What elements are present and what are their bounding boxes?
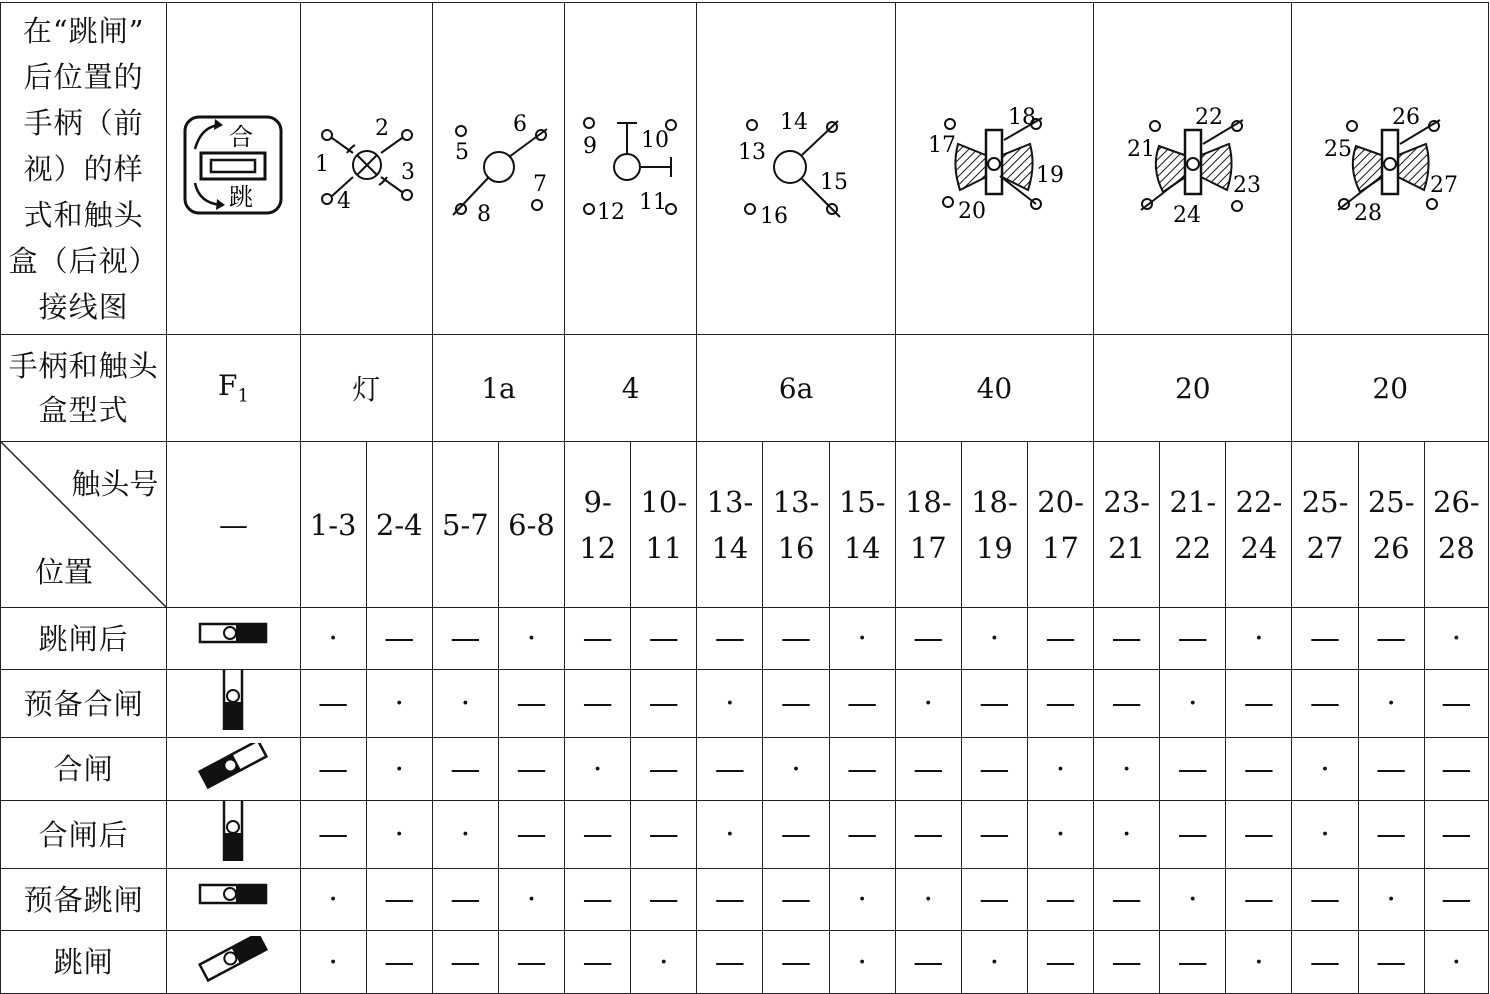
contact-open-mark: — bbox=[432, 869, 498, 931]
contact-open-mark: — bbox=[1292, 608, 1358, 670]
handle-front-view bbox=[167, 3, 300, 335]
contact-open-mark: — bbox=[829, 670, 895, 738]
contact-number-line: 18- bbox=[904, 484, 952, 519]
contact-number-line: 28 bbox=[1437, 530, 1475, 565]
contact-open-mark: — bbox=[961, 869, 1027, 931]
contact-open-mark: — bbox=[1424, 738, 1488, 801]
contact-diagram bbox=[301, 105, 433, 225]
contact-open-mark: — bbox=[300, 670, 366, 738]
handle-diag-up-icon bbox=[196, 743, 270, 789]
contact-closed-mark: · bbox=[366, 801, 432, 869]
contact-closed-mark: · bbox=[1027, 801, 1093, 869]
contact-number-line: 15- bbox=[838, 484, 886, 519]
diagram-6a bbox=[697, 3, 895, 335]
contact-open-mark: — bbox=[498, 670, 564, 738]
contact-number-line: 26 bbox=[1372, 530, 1410, 565]
position-row bbox=[1, 738, 1489, 801]
position-name: 预备合闸 bbox=[1, 670, 167, 738]
contact-open-mark: — bbox=[631, 869, 697, 931]
contact-number-line: 18- bbox=[971, 484, 1018, 519]
handle-label-close: 合 bbox=[229, 123, 254, 151]
type-header-line: 盒型式 bbox=[38, 393, 129, 427]
contact-number bbox=[1424, 442, 1488, 608]
terminal-label: 22 bbox=[1194, 105, 1223, 130]
position-name: 合闸 bbox=[1, 738, 167, 801]
contact-number-line: 14 bbox=[711, 530, 749, 565]
contact-number-line: 25- bbox=[1367, 484, 1415, 519]
contact-open-mark: — bbox=[498, 738, 564, 801]
contact-number-line: 23- bbox=[1103, 484, 1151, 519]
contact-closed-mark: · bbox=[763, 738, 829, 801]
contact-open-mark: — bbox=[565, 801, 631, 869]
diagram-lamp bbox=[300, 3, 432, 335]
contact-number-line: 17 bbox=[1042, 530, 1079, 565]
contact-closed-mark: · bbox=[366, 738, 432, 801]
diagram-40 bbox=[895, 3, 1093, 335]
contact-open-mark: — bbox=[895, 801, 961, 869]
contact-open-mark: — bbox=[895, 608, 961, 670]
position-row bbox=[1, 801, 1489, 869]
position-label: 位置 bbox=[35, 555, 94, 589]
contact-number-line: 27 bbox=[1306, 530, 1344, 565]
contact-open-mark: — bbox=[498, 931, 564, 994]
contact-open-mark: — bbox=[697, 608, 763, 670]
contact-closed-mark: · bbox=[829, 869, 895, 931]
type-f1-sub: 1 bbox=[237, 385, 249, 407]
contact-open-mark: — bbox=[1358, 738, 1424, 801]
contact-open-mark: — bbox=[1027, 931, 1093, 994]
contact-closed-mark: · bbox=[697, 801, 763, 869]
contact-open-mark: — bbox=[961, 801, 1027, 869]
contact-open-mark: — bbox=[432, 608, 498, 670]
contact-number-line: 22- bbox=[1235, 484, 1283, 519]
position-row bbox=[1, 608, 1489, 670]
contact-number-line: 25- bbox=[1301, 484, 1349, 519]
contact-closed-mark: · bbox=[631, 931, 697, 994]
diagram-4 bbox=[565, 3, 697, 335]
contact-number-line: 16 bbox=[777, 530, 815, 565]
contact-number-line: 6-8 bbox=[508, 507, 555, 542]
header-line: 式和触头 bbox=[23, 197, 144, 232]
contact-closed-mark: · bbox=[1094, 801, 1160, 869]
terminal-label: 13 bbox=[738, 140, 767, 165]
contact-number bbox=[498, 442, 564, 608]
handle-position bbox=[167, 608, 300, 670]
contact-diagram bbox=[1320, 100, 1460, 230]
contact-open-mark: — bbox=[1226, 801, 1292, 869]
contact-number-line: 11 bbox=[645, 530, 683, 565]
terminal-label: 28 bbox=[1354, 201, 1383, 226]
contact-number-line: 12 bbox=[579, 530, 617, 565]
contact-open-mark: — bbox=[1094, 869, 1160, 931]
contact-closed-mark: · bbox=[961, 931, 1027, 994]
contact-number-line: 10- bbox=[640, 484, 688, 519]
header-line: 在“跳闸” bbox=[22, 13, 145, 48]
contact-number bbox=[432, 442, 498, 608]
contact-open-mark: — bbox=[763, 931, 829, 994]
contact-closed-mark: · bbox=[300, 869, 366, 931]
contact-closed-mark: · bbox=[498, 869, 564, 931]
handle-position bbox=[167, 738, 300, 801]
terminal-label: 15 bbox=[820, 170, 849, 195]
contact-closed-mark: · bbox=[1424, 931, 1488, 994]
contact-closed-mark: · bbox=[1358, 670, 1424, 738]
type-header-line: 手柄和触头 bbox=[8, 349, 159, 383]
header-line: 盒（后视） bbox=[8, 243, 159, 278]
contact-number-line: 2-4 bbox=[375, 507, 423, 542]
type-cell: 20 bbox=[1094, 335, 1292, 442]
contact-number-line: 21- bbox=[1169, 484, 1217, 519]
diagram-row-header bbox=[1, 3, 167, 335]
contact-number-line: 13- bbox=[772, 484, 820, 519]
contact-open-mark: — bbox=[1424, 670, 1488, 738]
type-cell: 1a bbox=[432, 335, 564, 442]
position-name: 跳闸 bbox=[1, 931, 167, 994]
type-cell: 40 bbox=[895, 335, 1093, 442]
contact-open-mark: — bbox=[1094, 608, 1160, 670]
contact-open-mark: — bbox=[1358, 608, 1424, 670]
handle-horizontal-icon bbox=[196, 873, 270, 919]
contact-closed-mark: · bbox=[1160, 869, 1226, 931]
contact-number-line: 17 bbox=[909, 530, 947, 565]
contact-diagram bbox=[924, 100, 1064, 230]
terminal-label: 4 bbox=[336, 189, 351, 214]
contact-open-mark: — bbox=[565, 931, 631, 994]
switch-contact-table bbox=[0, 2, 1489, 994]
contact-closed-mark: · bbox=[895, 670, 961, 738]
contact-open-mark: — bbox=[1292, 670, 1358, 738]
contact-number-line: 13- bbox=[706, 484, 754, 519]
contact-number bbox=[961, 442, 1027, 608]
position-name: 预备跳闸 bbox=[1, 869, 167, 931]
contact-closed-mark: · bbox=[1226, 931, 1292, 994]
contact-number-line: 24 bbox=[1240, 530, 1278, 565]
contact-number bbox=[697, 442, 763, 608]
contact-number bbox=[895, 442, 961, 608]
contact-closed-mark: · bbox=[565, 738, 631, 801]
contact-open-mark: — bbox=[366, 869, 432, 931]
contact-closed-mark: · bbox=[432, 670, 498, 738]
contact-closed-mark: · bbox=[1027, 738, 1093, 801]
diagram-row bbox=[1, 3, 1489, 335]
contact-closed-mark: · bbox=[432, 801, 498, 869]
contact-open-mark: — bbox=[763, 869, 829, 931]
contact-closed-mark: · bbox=[895, 869, 961, 931]
position-row bbox=[1, 931, 1489, 994]
contact-open-mark: — bbox=[1226, 869, 1292, 931]
terminal-label: 14 bbox=[780, 110, 809, 135]
contact-open-mark: — bbox=[498, 801, 564, 869]
contact-open-mark: — bbox=[1358, 801, 1424, 869]
contact-number bbox=[1292, 442, 1358, 608]
contact-closed-mark: · bbox=[300, 931, 366, 994]
contact-open-mark: — bbox=[631, 670, 697, 738]
diagram-20b bbox=[1292, 3, 1489, 335]
terminal-label: 27 bbox=[1430, 173, 1459, 198]
terminal-label: 1 bbox=[314, 152, 329, 177]
diagram-1a bbox=[432, 3, 564, 335]
terminal-label: 16 bbox=[760, 204, 789, 225]
contact-open-mark: — bbox=[565, 670, 631, 738]
contact-open-mark: — bbox=[1424, 801, 1488, 869]
contact-open-mark: — bbox=[565, 608, 631, 670]
contact-open-mark: — bbox=[763, 801, 829, 869]
terminal-label: 6 bbox=[512, 112, 527, 137]
contact-open-mark: — bbox=[697, 738, 763, 801]
terminal-label: 10 bbox=[641, 128, 670, 153]
contact-number bbox=[300, 442, 366, 608]
contact-number bbox=[1160, 442, 1226, 608]
position-row bbox=[1, 670, 1489, 738]
terminal-label: 9 bbox=[583, 134, 598, 159]
contact-open-mark: — bbox=[1292, 869, 1358, 931]
terminal-label: 3 bbox=[400, 160, 415, 185]
terminal-label: 24 bbox=[1172, 203, 1201, 228]
contact-open-mark: — bbox=[432, 931, 498, 994]
contact-number bbox=[631, 442, 697, 608]
contact-number-line: 5-7 bbox=[442, 507, 489, 542]
contact-open-mark: — bbox=[829, 801, 895, 869]
handle-position bbox=[167, 931, 300, 994]
contact-closed-mark: · bbox=[1094, 738, 1160, 801]
contact-open-mark: — bbox=[631, 608, 697, 670]
contact-closed-mark: · bbox=[498, 608, 564, 670]
contact-diagram bbox=[1123, 100, 1263, 230]
contact-open-mark: — bbox=[961, 670, 1027, 738]
terminal-label: 12 bbox=[597, 200, 626, 225]
contact-open-mark: — bbox=[631, 801, 697, 869]
contact-row-header bbox=[1, 442, 167, 608]
contact-open-mark: — bbox=[1094, 931, 1160, 994]
terminal-label: 11 bbox=[639, 190, 668, 215]
contact-number-line: 26- bbox=[1433, 484, 1480, 519]
handle-label-trip: 跳 bbox=[229, 183, 254, 211]
contact-number-line: 14 bbox=[843, 530, 881, 565]
contact-number-line: 9- bbox=[583, 484, 612, 519]
handle-position bbox=[167, 670, 300, 738]
contact-closed-mark: · bbox=[1358, 869, 1424, 931]
contact-open-mark: — bbox=[1226, 670, 1292, 738]
header-line: 后位置的 bbox=[23, 59, 144, 94]
terminal-label: 19 bbox=[1036, 163, 1065, 188]
terminal-label: 5 bbox=[454, 140, 469, 165]
header-line: 手柄（前 bbox=[23, 105, 144, 140]
terminal-label: 2 bbox=[374, 116, 389, 141]
contact-diagram bbox=[433, 105, 565, 225]
contact-closed-mark: · bbox=[366, 670, 432, 738]
contact-number bbox=[565, 442, 631, 608]
type-row bbox=[1, 335, 1489, 442]
contact-open-mark: — bbox=[697, 869, 763, 931]
contact-open-mark: — bbox=[697, 931, 763, 994]
type-cell: 6a bbox=[697, 335, 895, 442]
contact-number-line: 22 bbox=[1174, 530, 1212, 565]
contact-open-mark: — bbox=[631, 738, 697, 801]
contact-closed-mark: · bbox=[1226, 608, 1292, 670]
contact-open-mark: — bbox=[829, 738, 895, 801]
contact-open-mark: — bbox=[1160, 931, 1226, 994]
type-cell: 4 bbox=[565, 335, 697, 442]
contact-closed-mark: · bbox=[961, 608, 1027, 670]
contact-closed-mark: · bbox=[1424, 608, 1488, 670]
type-f1-main: F bbox=[218, 369, 238, 403]
contact-open-mark: — bbox=[432, 738, 498, 801]
type-cell: 灯 bbox=[300, 335, 432, 442]
contact-diagram bbox=[565, 105, 697, 225]
contact-open-mark: — bbox=[961, 738, 1027, 801]
contact-number-line: 19 bbox=[975, 530, 1013, 565]
contact-open-mark: — bbox=[300, 801, 366, 869]
contact-open-mark: — bbox=[895, 931, 961, 994]
position-name: 跳闸后 bbox=[1, 608, 167, 670]
contact-closed-mark: · bbox=[1160, 670, 1226, 738]
contact-open-mark: — bbox=[1160, 801, 1226, 869]
contact-open-mark: — bbox=[1292, 931, 1358, 994]
type-cell: 20 bbox=[1292, 335, 1489, 442]
contact-open-mark: — bbox=[1358, 931, 1424, 994]
contact-number bbox=[1027, 442, 1093, 608]
contact-open-mark: — bbox=[565, 869, 631, 931]
contact-number bbox=[1358, 442, 1424, 608]
contact-number-label: 触头号 bbox=[71, 467, 159, 501]
terminal-label: 17 bbox=[928, 133, 957, 158]
contact-number bbox=[829, 442, 895, 608]
contact-open-mark: — bbox=[1027, 608, 1093, 670]
handle-position bbox=[167, 869, 300, 931]
contact-closed-mark: · bbox=[300, 608, 366, 670]
header-line: 接线图 bbox=[38, 289, 129, 324]
handle-diag-down-icon bbox=[196, 936, 270, 982]
type-f1 bbox=[167, 335, 300, 442]
header-line: 视）的样 bbox=[23, 151, 144, 186]
contact-open-mark: — bbox=[763, 670, 829, 738]
contact-open-mark: — bbox=[366, 608, 432, 670]
contact-number-row bbox=[1, 442, 1489, 608]
contact-open-mark: — bbox=[366, 931, 432, 994]
contact-closed-mark: · bbox=[1292, 738, 1358, 801]
contact-open-mark: — bbox=[1226, 738, 1292, 801]
contact-number-line: 21 bbox=[1108, 530, 1146, 565]
type-row-header bbox=[1, 335, 167, 442]
contact-open-mark: — bbox=[1160, 738, 1226, 801]
contact-open-mark: — bbox=[1094, 670, 1160, 738]
terminal-label: 7 bbox=[532, 172, 547, 197]
contact-f1: — bbox=[167, 442, 300, 608]
handle-icon bbox=[181, 113, 285, 217]
handle-horizontal-icon bbox=[196, 612, 270, 658]
contact-number-line: 20- bbox=[1037, 484, 1084, 519]
contact-diagram bbox=[730, 105, 862, 225]
diagram-20a bbox=[1094, 3, 1292, 335]
contact-closed-mark: · bbox=[829, 608, 895, 670]
handle-vertical-icon bbox=[196, 801, 270, 861]
contact-open-mark: — bbox=[895, 738, 961, 801]
contact-open-mark: — bbox=[1160, 608, 1226, 670]
position-name: 合闸后 bbox=[1, 801, 167, 869]
contact-number-line: 1-3 bbox=[309, 507, 357, 542]
terminal-label: 8 bbox=[476, 202, 491, 225]
position-row bbox=[1, 869, 1489, 931]
handle-vertical-icon bbox=[196, 670, 270, 730]
contact-number bbox=[1094, 442, 1160, 608]
handle-position bbox=[167, 801, 300, 869]
terminal-label: 23 bbox=[1232, 173, 1261, 198]
contact-number bbox=[366, 442, 432, 608]
contact-number bbox=[763, 442, 829, 608]
contact-closed-mark: · bbox=[697, 670, 763, 738]
terminal-label: 26 bbox=[1392, 105, 1421, 130]
contact-closed-mark: · bbox=[1292, 801, 1358, 869]
contact-closed-mark: · bbox=[829, 931, 895, 994]
contact-open-mark: — bbox=[300, 738, 366, 801]
terminal-label: 21 bbox=[1126, 137, 1155, 162]
contact-open-mark: — bbox=[1027, 869, 1093, 931]
terminal-label: 25 bbox=[1324, 137, 1353, 162]
contact-open-mark: — bbox=[1424, 869, 1488, 931]
terminal-label: 18 bbox=[1008, 105, 1037, 130]
contact-open-mark: — bbox=[763, 608, 829, 670]
contact-number bbox=[1226, 442, 1292, 608]
contact-open-mark: — bbox=[1027, 670, 1093, 738]
terminal-label: 20 bbox=[958, 199, 987, 224]
